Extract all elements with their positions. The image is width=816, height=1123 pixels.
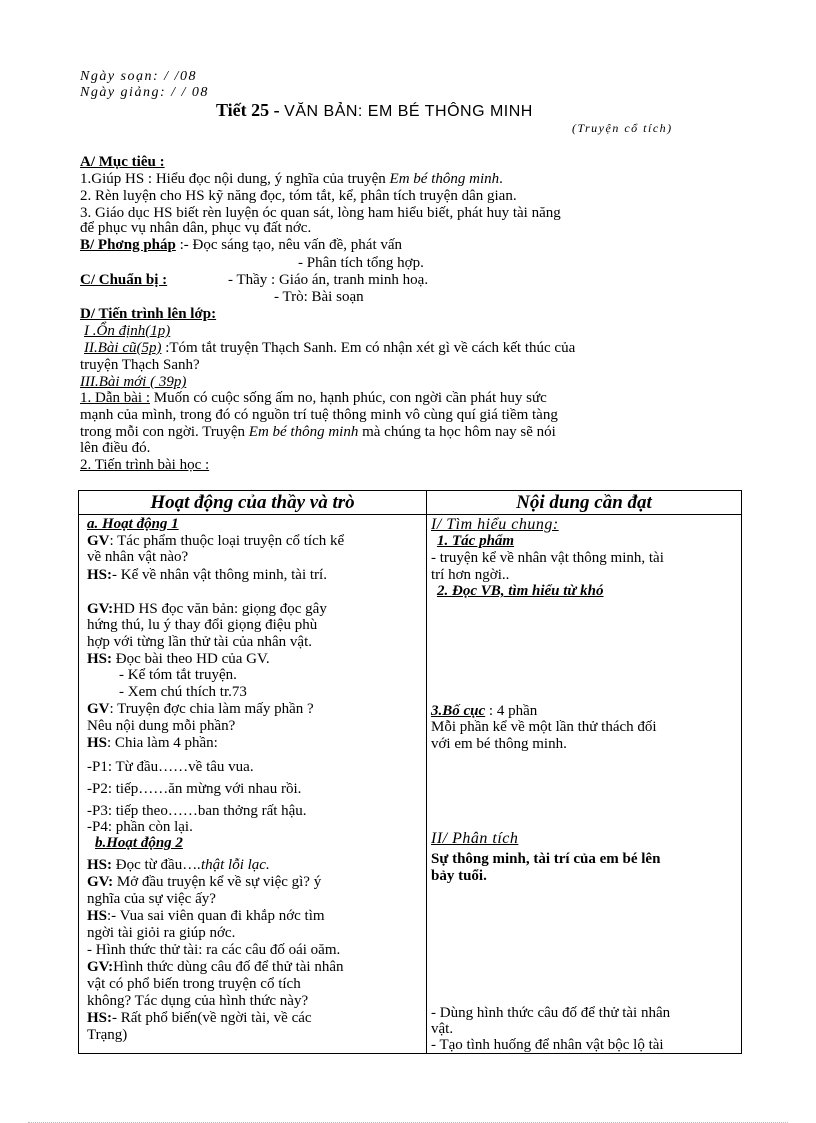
step-1: I .Ổn định(1p) (84, 323, 171, 339)
genre-label: (Truyện cổ tích) (572, 121, 673, 135)
subsection-work: 1. Tác phẩm (437, 533, 515, 549)
methods-line-2: - Phân tích tổng hợp. (298, 255, 424, 271)
subsection-structure: 3.Bố cục : 4 phần (431, 703, 538, 719)
col-header-content: Nội dung cần đạt (516, 492, 652, 513)
gv-question-3: GV: Truyện đợc chia làm mấy phần ? (87, 701, 314, 717)
part-1: -P1: Từ đầu……về tâu vua. (87, 759, 254, 775)
hs-answer-5-c: - Hình thức thử tài: ra các câu đố oái oăm. (87, 942, 341, 958)
section-2-heading: II/ Phân tích (431, 830, 519, 847)
intro-1: 1. Dẫn bài : Muốn có cuộc sống ấm no, hạnh phúc, con ngời cần phát huy sức (80, 390, 547, 406)
objective-3a: 3. Giáo dục HS biết rèn luyện óc quan sát, lòng ham hiểu biết, phát huy tài năng (80, 205, 561, 221)
gv-instruction-2: hứng thú, lu ý thay đổi giọng điệu phù (87, 617, 318, 633)
header-divider (79, 514, 741, 515)
intro-4: lên điều đó. (80, 440, 151, 456)
intro-3: trong mỗi con ngời. Truyện Em bé thông minh mà chúng ta học hôm nay sẽ nói (80, 424, 556, 440)
intro-2: mạnh của mình, trong đó có nguồn trí tuệ thông minh vô cùng quí giá tiềm tàng (80, 407, 558, 423)
analysis-point: Sự thông minh, tài trí của em bé lên (431, 851, 661, 867)
hs-answer-3: HS: Chia làm 4 phần: (87, 735, 218, 751)
gv-instruction-3: hợp với từng lần thử tài của nhân vật. (87, 634, 312, 650)
hs-answer-5-b: ngời tài giỏi ra giúp nớc. (87, 925, 236, 941)
section-1-heading: I/ Tìm hiểu chung: (431, 516, 559, 533)
hs-answer-6-b: Trạng) (87, 1027, 128, 1043)
part-2: -P2: tiếp……ăn mừng với nhau rồi. (87, 781, 302, 797)
process-heading: D/ Tiến trình lên lớp: (80, 306, 217, 322)
gv-question-4-cont: nghĩa của sự việc ấy? (87, 891, 216, 907)
step-2-cont: truyện Thạch Sanh? (80, 357, 200, 373)
objective-1: 1.Giúp HS : Hiểu đọc nội dung, ý nghĩa của truyện Em bé thông minh. (80, 171, 503, 187)
work-summary-2: trí hơn ngời.. (431, 567, 510, 583)
gv-question-4: GV: Mở đầu truyện kể về sự việc gì? ý (87, 874, 322, 890)
gv-question-5: GV:Hình thức dùng câu đố để thử tài nhân (87, 959, 344, 975)
gv-question-5-c: không? Tác dụng của hình thức này? (87, 993, 309, 1009)
methods-line-1: B/ Phơng pháp :- Đọc sáng tạo, nêu vấn đề, phát vấn (80, 237, 403, 253)
hs-notes: - Xem chú thích tr.73 (119, 684, 247, 700)
part-3: -P3: tiếp theo……ban thởng rất hậu. (87, 803, 307, 819)
structure-desc-2: với em bé thông minh. (431, 736, 567, 752)
lesson-table (78, 490, 742, 1054)
objectives-heading: A/ Mục tiêu : (80, 154, 165, 170)
part-4: -P4: phần còn lại. (87, 819, 193, 835)
step-4: 2. Tiến trình bài học : (80, 457, 210, 473)
hs-read: HS: Đọc bài theo HD của GV. (87, 651, 270, 667)
gv-question-5-b: vật có phổ biến trong truyện cổ tích (87, 976, 301, 992)
gv-instruction: GV:HD HS đọc văn bản: giọng đọc gây (87, 601, 327, 617)
analysis-note-1: - Dùng hình thức câu đố để thử tài nhân (431, 1005, 671, 1021)
column-divider (426, 491, 427, 1053)
prep-student: - Trò: Bài soạn (274, 289, 364, 305)
work-summary: - truyện kể về nhân vật thông minh, tài (431, 550, 664, 566)
hs-answer-1: HS:- Kể về nhân vật thông minh, tài trí. (87, 567, 327, 583)
prep-teacher: - Thầy : Giáo án, tranh minh hoạ. (228, 272, 429, 288)
page-title (216, 102, 533, 120)
objective-3b: để phục vụ nhân dân, phục vụ đất nớc. (80, 220, 312, 236)
analysis-point-2: bảy tuổi. (431, 868, 487, 884)
analysis-note-2: vật. (431, 1021, 454, 1037)
activity-2-label: b.Hoạt động 2 (95, 835, 183, 851)
lesson-title: VĂN BẢN: EM BÉ THÔNG MINH (284, 103, 533, 120)
date-prepared: Ngày soạn: / /08 (80, 69, 197, 84)
subsection-reading: 2. Đọc VB, tìm hiểu từ khó (437, 583, 604, 599)
analysis-note-3: - Tạo tình huống để nhân vật bộc lộ tài (431, 1037, 664, 1053)
hs-retell: - Kể tóm tắt truyện. (119, 667, 237, 683)
col-header-activities: Hoạt động của thầy và trò (150, 492, 355, 513)
methods-heading: B/ Phơng pháp (80, 237, 176, 253)
activity-1-label: a. Hoạt động 1 (87, 516, 179, 532)
structure-desc: Mỗi phần kể về một lần thử thách đối (431, 719, 657, 735)
hs-read-2: HS: Đọc từ đầu….thật lỗi lạc. (87, 857, 270, 873)
hs-answer-5: HS:- Vua sai viên quan đi khắp nớc tìm (87, 908, 325, 924)
date-taught: Ngày giảng: / / 08 (80, 85, 209, 100)
gv-question-3-cont: Nêu nội dung mỗi phần? (87, 718, 236, 734)
hs-answer-6: HS:- Rất phổ biến(về ngời tài, về các (87, 1010, 312, 1026)
objective-2: 2. Rèn luyện cho HS kỹ năng đọc, tóm tắt, kể, phân tích truyện dân gian. (80, 188, 517, 204)
step-3: III.Bài mới ( 39p) (80, 374, 187, 390)
gv-question-1: GV: Tác phẩm thuộc loại truyện cổ tích kể (87, 533, 345, 549)
lesson-number: Tiết 25 - (216, 100, 280, 120)
step-2: II.Bài cũ(5p) :Tóm tắt truyện Thạch Sanh. Em có nhận xét gì về cách kết thúc của (84, 340, 576, 356)
prep-heading: C/ Chuẩn bị : (80, 272, 168, 288)
gv-question-1-cont: về nhân vật nào? (87, 549, 189, 565)
